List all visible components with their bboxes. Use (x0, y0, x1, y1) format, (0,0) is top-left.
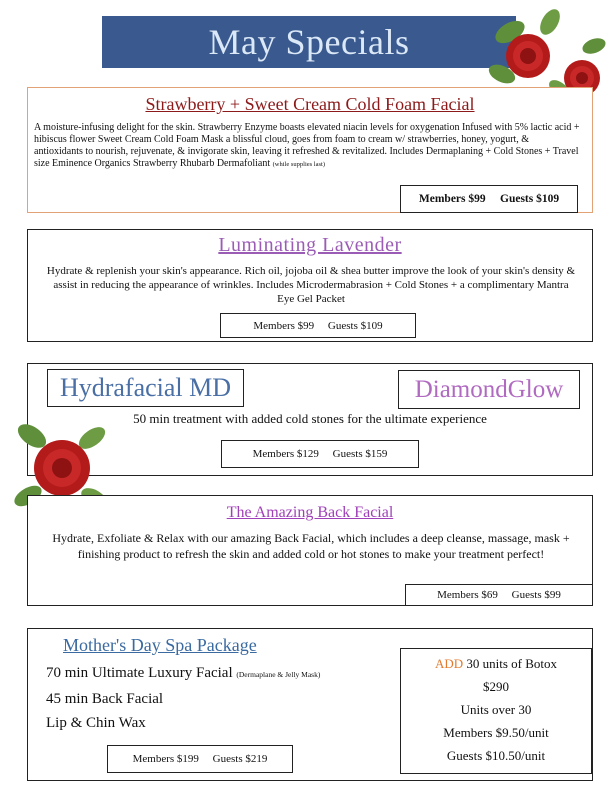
mothers-day-item-wax: Lip & Chin Wax (46, 715, 146, 731)
back-facial-description: Hydrate, Exfoliate & Relax with our amazing Back Facial, which includes a deep cleanse, massage, mask + finishing product to refresh the skin and added cold or hot stones to make your treatment perfect! (52, 531, 570, 561)
botox-line-3: Units over 30 (460, 702, 532, 717)
hydrafacial-price: Members $129 Guests $159 (221, 440, 419, 468)
botox-line-5: Guests $10.50/unit (446, 748, 546, 763)
strawberry-facial-text: A moisture-infusing delight for the skin. Strawberry Enzyme boasts elevated niacin levels for oxygenation Infused with 5% lactic acid + hibiscus flower Sweet Cream Cold Foam Mask a blissful cloud, goes from foam to cream w/ strawberries, honey, yogurt, & antioxidants to nourish, rejuvenate, & invigorate skin, leaving it refreshed & revitalized. Includes Dermaplaning + Cold Stones + Travel size Eminence Organics Strawberry Rhubarb Dermafoliant (34, 122, 580, 169)
page-title: May Specials (208, 22, 410, 62)
botox-line-1 (400, 652, 592, 675)
lavender-price: Members $99 Guests $109 (220, 313, 416, 338)
strawberry-facial-price: Members $99 Guests $109 (400, 185, 578, 213)
botox-offer (400, 652, 592, 767)
botox-units: 30 units of Botox (466, 656, 558, 671)
mothers-day-items (46, 661, 320, 735)
mothers-day-item-back-facial: 45 min Back Facial (46, 691, 164, 707)
botox-add-label: ADD (434, 656, 464, 671)
facial-item-text: 70 min Ultimate Luxury Facial (46, 665, 233, 681)
lavender-title: Luminating Lavender (218, 234, 402, 256)
back-facial-title: The Amazing Back Facial (226, 504, 394, 521)
lavender-description: Hydrate & replenish your skin's appearance. Rich oil, jojoba oil & shea butter improve the look of your skin's density & assist in reducing the appearance of wrinkles. Includes Microdermabrasion + Cold Stones + a complimentary Mantra Eye Gel Packet (46, 265, 576, 305)
back-facial-price: Members $69 Guests $99 (405, 584, 593, 606)
supplies-note: (while supplies last) (272, 161, 325, 168)
mothers-day-price: Members $199 Guests $219 (107, 745, 293, 773)
hydrafacial-description: 50 min treatment with added cold stones for the ultimate experience (133, 411, 487, 426)
diamondglow-label: DiamondGlow (414, 376, 564, 403)
hydrafacial-label: Hydrafacial MD (59, 373, 232, 402)
mothers-day-title: Mother's Day Spa Package (63, 635, 257, 655)
strawberry-facial-title: Strawberry + Sweet Cream Cold Foam Facial (145, 94, 475, 114)
mothers-day-item-facial (46, 661, 320, 687)
botox-line-4: Members $9.50/unit (443, 725, 549, 740)
facial-item-note: (Dermaplane & Jelly Mask) (236, 670, 321, 679)
botox-line-2: $290 (483, 679, 509, 694)
strawberry-facial-description (34, 122, 580, 171)
